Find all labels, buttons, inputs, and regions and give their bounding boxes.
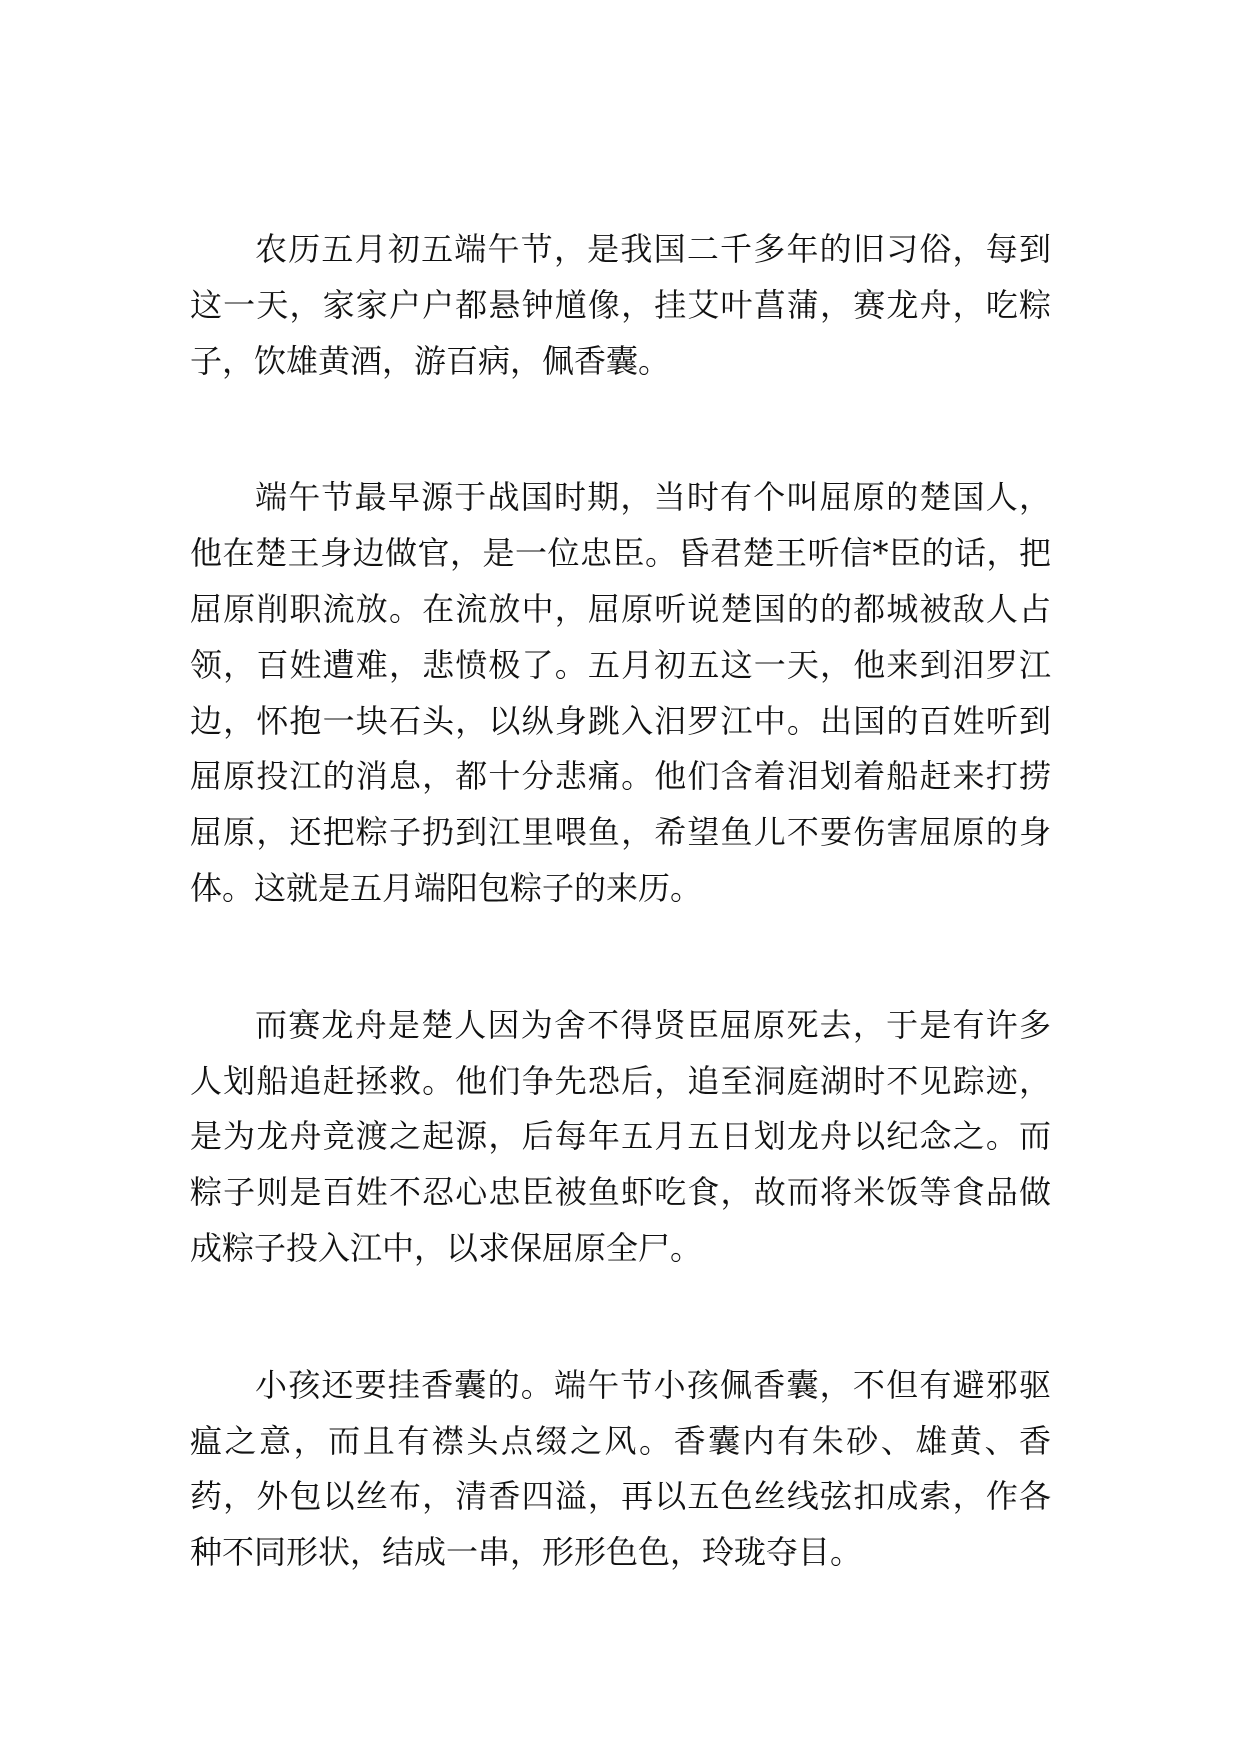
paragraph-2: 端午节最早源于战国时期，当时有个叫屈原的楚国人，他在楚王身边做官，是一位忠臣。昏君楚王听信*臣的话，把屈原削职流放。在流放中，屈原听说楚国的的都城被敌人占领，百姓遭难，悲愤极了。五月初五这一天，他来到汨罗江边，怀抱一块石头，以纵身跳入汨罗江中。出国的百姓听到屈原投江的消息，都十分悲痛。他们含着泪划着船赶来打捞屈原，还把粽子扔到江里喂鱼，希望鱼儿不要伤害屈原的身体。这就是五月端阳包粽子的来历。	[190, 478, 1051, 907]
paragraph-3: 而赛龙舟是楚人因为舍不得贤臣屈原死去，于是有许多人划船追赶拯救。他们争先恐后，追至洞庭湖时不见踪迹，是为龙舟竞渡之起源，后每年五月五日划龙舟以纪念之。而粽子则是百姓不忍心忠臣被鱼虾吃食，故而将米饭等食品做成粽子投入江中，以求保屈原全尸。	[190, 1005, 1051, 1267]
paragraph-1: 农历五月初五端午节，是我国二千多年的旧习俗，每到这一天，家家户户都悬钟馗像，挂艾叶菖蒲，赛龙舟，吃粽子，饮雄黄酒，游百病，佩香囊。	[190, 230, 1051, 380]
document-body	[190, 222, 1051, 1581]
paragraph-4: 小孩还要挂香囊的。端午节小孩佩香囊，不但有避邪驱瘟之意，而且有襟头点缀之风。香囊内有朱砂、雄黄、香药，外包以丝布，清香四溢，再以五色丝线弦扣成索，作各种不同形状，结成一串，形形色色，玲珑夺目。	[190, 1365, 1051, 1572]
